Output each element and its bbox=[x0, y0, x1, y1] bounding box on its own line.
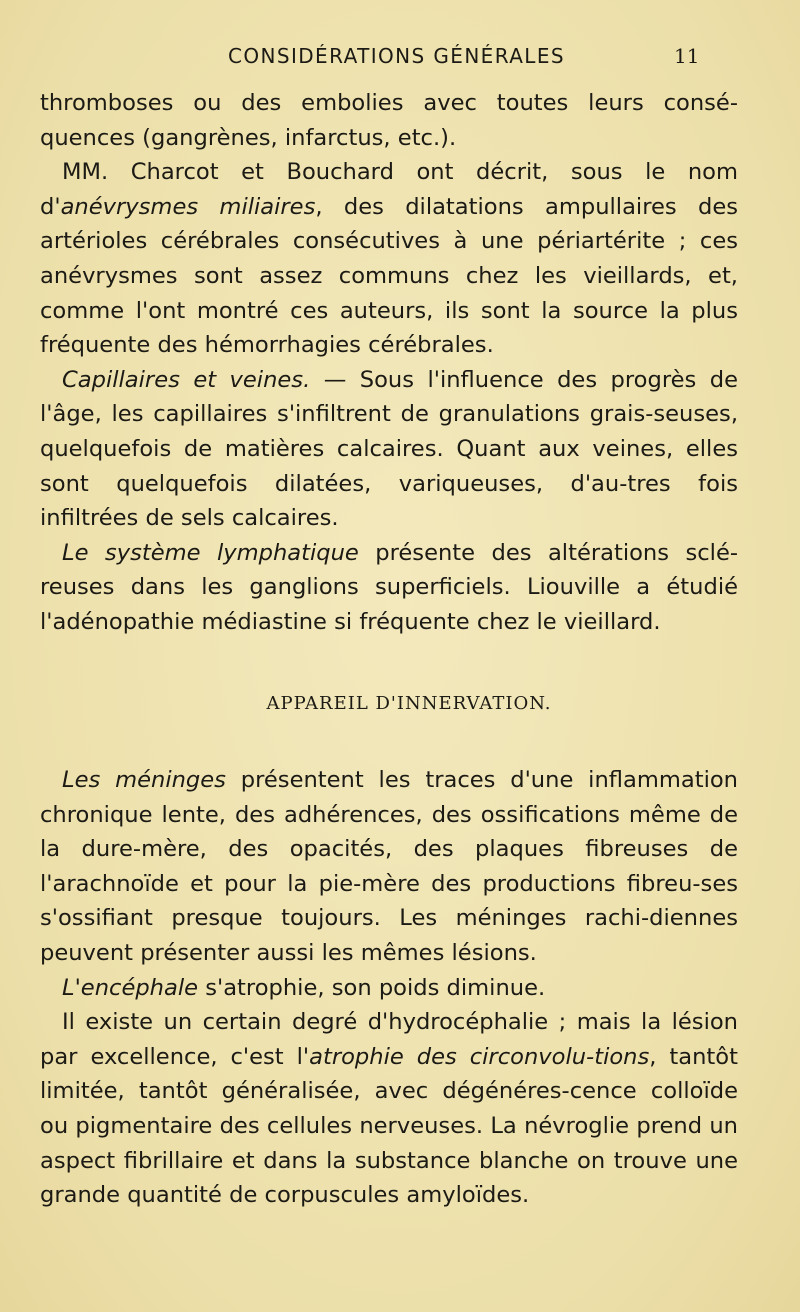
body-text bbox=[40, 86, 738, 1213]
italic-term: Capillaires et veines. bbox=[62, 366, 311, 393]
italic-term: Les méninges bbox=[62, 767, 226, 794]
running-title: CONSIDÉRATIONS GÉNÉRALES bbox=[228, 44, 565, 68]
italic-term: anévrysmes miliaires bbox=[60, 193, 316, 220]
italic-term: atrophie des circonvolu-tions bbox=[309, 1043, 650, 1070]
paragraph-text: , des dilatations ampullaires des artérioles cérébrales consécutives à une périartérite ; ces anévrysmes sont assez communs chez les vieillards, et, comme l'ont montré ces auteurs, ils sont la source la plus fréquente des hémorrhagies cérébrales. bbox=[40, 193, 738, 359]
paragraph-lead: MM. Charcot et Bouchard ont décrit, sous le nom d' bbox=[40, 159, 738, 220]
paragraph-text: présente des altérations sclé-reuses dans les ganglions superficiels. Liouville a étudié l'adénopathie médiastine si fréquente chez le vieillard. bbox=[40, 539, 738, 635]
paragraph-thromboses bbox=[40, 86, 738, 155]
paragraph-text: s'atrophie, son poids diminue. bbox=[198, 974, 546, 1001]
paragraph-encephale bbox=[40, 971, 738, 1006]
paragraph-text: , tantôt limitée, tantôt généralisée, avec dégénéres-cence colloïde ou pigmentaire des cellules nerveuses. La névroglie prend un aspect fibrillaire et dans la substance blanche on trouve une grande quantité de corpuscules amyloïdes. bbox=[40, 1043, 738, 1209]
paragraph-text: thromboses ou des embolies avec toutes leurs consé-quences (gangrènes, infarctus, etc.). bbox=[40, 90, 738, 151]
paragraph-hydrocephalie bbox=[40, 1005, 738, 1213]
paragraph-text: — Sous l'influence des progrès de l'âge, les capillaires s'infiltrent de granulations grais-seuses, quelquefois de matières calcaires. Quant aux veines, elles sont quelquefois dilatées, variqueuses, d'au-tres fois infiltrées de sels calcaires. bbox=[40, 366, 738, 532]
page-number: 11 bbox=[674, 44, 700, 68]
paragraph-meninges bbox=[40, 763, 738, 971]
paragraph-anevrysmes bbox=[40, 155, 738, 363]
italic-term: L'encéphale bbox=[62, 974, 199, 1001]
italic-term: Le système lymphatique bbox=[62, 539, 359, 566]
section-heading: APPAREIL D'INNERVATION. bbox=[266, 692, 552, 714]
paragraph-lead: Il existe un certain degré d'hydrocéphalie ; mais la lésion par excellence, c'est l' bbox=[40, 1009, 738, 1070]
paragraph-capillaires bbox=[40, 363, 738, 536]
paragraph-text: présentent les traces d'une inflammation chronique lente, des adhérences, des ossifications même de la dure-mère, des opacités, des plaques fibreuses de l'arachnoïde et pour la pie-mère des productions fibreu-ses s'ossifiant presque toujours. Les méninges rachi-diennes peuvent présenter aussi les mêmes lésions. bbox=[40, 767, 738, 967]
paragraph-lymphatique bbox=[40, 536, 738, 640]
page-header bbox=[0, 44, 800, 74]
